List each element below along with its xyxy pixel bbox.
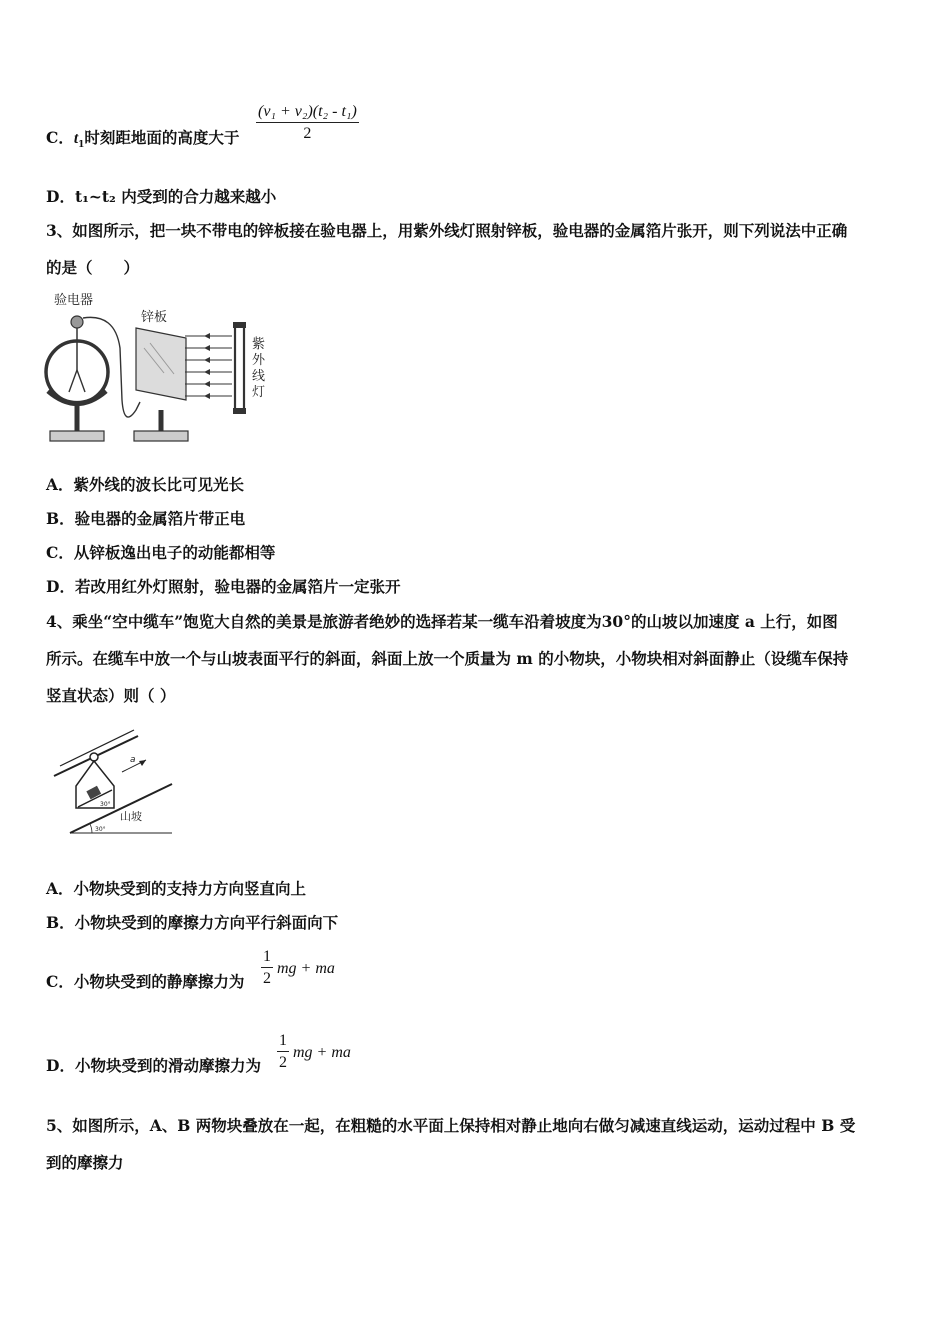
- q4-option-d-fraction: [277, 1032, 289, 1072]
- zinc-plate: [136, 328, 186, 400]
- q2-option-c-sub: 1: [78, 140, 85, 151]
- q2-option-d-prefix: D．: [46, 187, 75, 206]
- q3-option-b: B．验电器的金属箔片带正电: [46, 509, 246, 528]
- q2-option-c-var: t: [73, 130, 79, 147]
- q3-option-c: C．从锌板逸出电子的动能都相等: [46, 543, 276, 562]
- q4-stem-line-1: 4、乘坐“空中缆车”饱览大自然的美景是旅游者绝妙的选择若某一缆车沿着坡度为30°的山坡以加速度 a 上行，如图: [46, 612, 838, 631]
- q4-label-angle-top: 30°: [100, 801, 111, 808]
- zinc-stand-base: [134, 431, 188, 441]
- q4-option-c-expression: mg + ma: [277, 960, 335, 977]
- q2-option-c-prefix: C．: [46, 128, 74, 147]
- q3-stem-line-1: 3、如图所示，把一块不带电的锌板接在验电器上，用紫外线灯照射锌板，验电器的金属箔片张开，则下列说法中正确: [46, 221, 848, 240]
- q4-option-b: B．小物块受到的摩擦力方向平行斜面向下: [46, 913, 339, 932]
- q4-option-a: A．小物块受到的支持力方向竖直向上: [46, 879, 307, 898]
- q3-option-d: D．若改用红外灯照射，验电器的金属箔片一定张开: [46, 577, 401, 596]
- electroscope-stand-arc: [48, 391, 106, 404]
- q4-option-c-fraction: [261, 948, 273, 988]
- uv-lamp: [235, 326, 244, 410]
- q2-option-c-numerator: (v₁ + v₂)(t₂ - t₁): [256, 103, 359, 123]
- q4-option-c-numerator: 1: [261, 948, 273, 968]
- q3-figure-electroscope: [40, 288, 280, 450]
- electroscope-leaf-right: [77, 370, 85, 392]
- q4-label-a: a: [130, 755, 136, 765]
- electroscope-ball: [71, 316, 83, 328]
- q4-option-d-expression: mg + ma: [293, 1044, 351, 1061]
- q4-option-d: D．小物块受到的滑动摩擦力为: [46, 1056, 261, 1075]
- q2-option-c: [46, 128, 239, 155]
- electroscope-leaf-left: [69, 370, 77, 392]
- uv-rays: [185, 336, 232, 396]
- q2-option-d: [46, 187, 276, 207]
- q2-option-c-text: 时刻距地面的高度大于: [84, 128, 240, 147]
- q3-label-uv-1: 紫: [252, 337, 266, 352]
- q4-stem-line-2: 所示。在缆车中放一个与山坡表面平行的斜面，斜面上放一个质量为 m 的小物块，小物块相对斜面静止（设缆车保持: [46, 649, 849, 668]
- q5-stem-line-1: 5、如图所示，A、B 两物块叠放在一起，在粗糙的水平面上保持相对静止地向右做匀减速直线运动，运动过程中 B 受: [46, 1116, 856, 1135]
- q3-label-electroscope: 验电器: [54, 293, 94, 308]
- electroscope-base: [50, 431, 104, 441]
- q4-option-c: C．小物块受到的静摩擦力为: [46, 972, 245, 991]
- q4-stem-line-3: 竖直状态）则（ ）: [46, 686, 176, 705]
- q4-label-slope: 山坡: [120, 810, 142, 823]
- q2-option-c-denominator: 2: [303, 125, 312, 142]
- q3-option-a: A．紫外线的波长比可见光长: [46, 475, 245, 494]
- q2-option-d-text: t₁~t₂ 内受到的合力越来越小: [74, 187, 277, 206]
- uv-ray-arrowheads: [204, 333, 210, 399]
- q3-label-zinc: 锌板: [141, 310, 168, 325]
- q5-stem-line-2: 到的摩擦力: [46, 1153, 124, 1172]
- q4-option-c-denominator: 2: [263, 970, 271, 987]
- q3-label-uv-4: 灯: [252, 385, 266, 400]
- q3-label-uv-3: 线: [252, 369, 266, 384]
- q4-label-angle-bottom: 30°: [95, 826, 106, 833]
- q3-label-uv-2: 外: [252, 353, 266, 368]
- q2-option-c-fraction: [256, 103, 359, 143]
- q4-option-d-numerator: 1: [277, 1032, 289, 1052]
- q3-stem-line-2: 的是（ ）: [46, 258, 140, 277]
- q4-option-d-denominator: 2: [279, 1054, 287, 1071]
- q4-figure-cable-car: [48, 728, 178, 848]
